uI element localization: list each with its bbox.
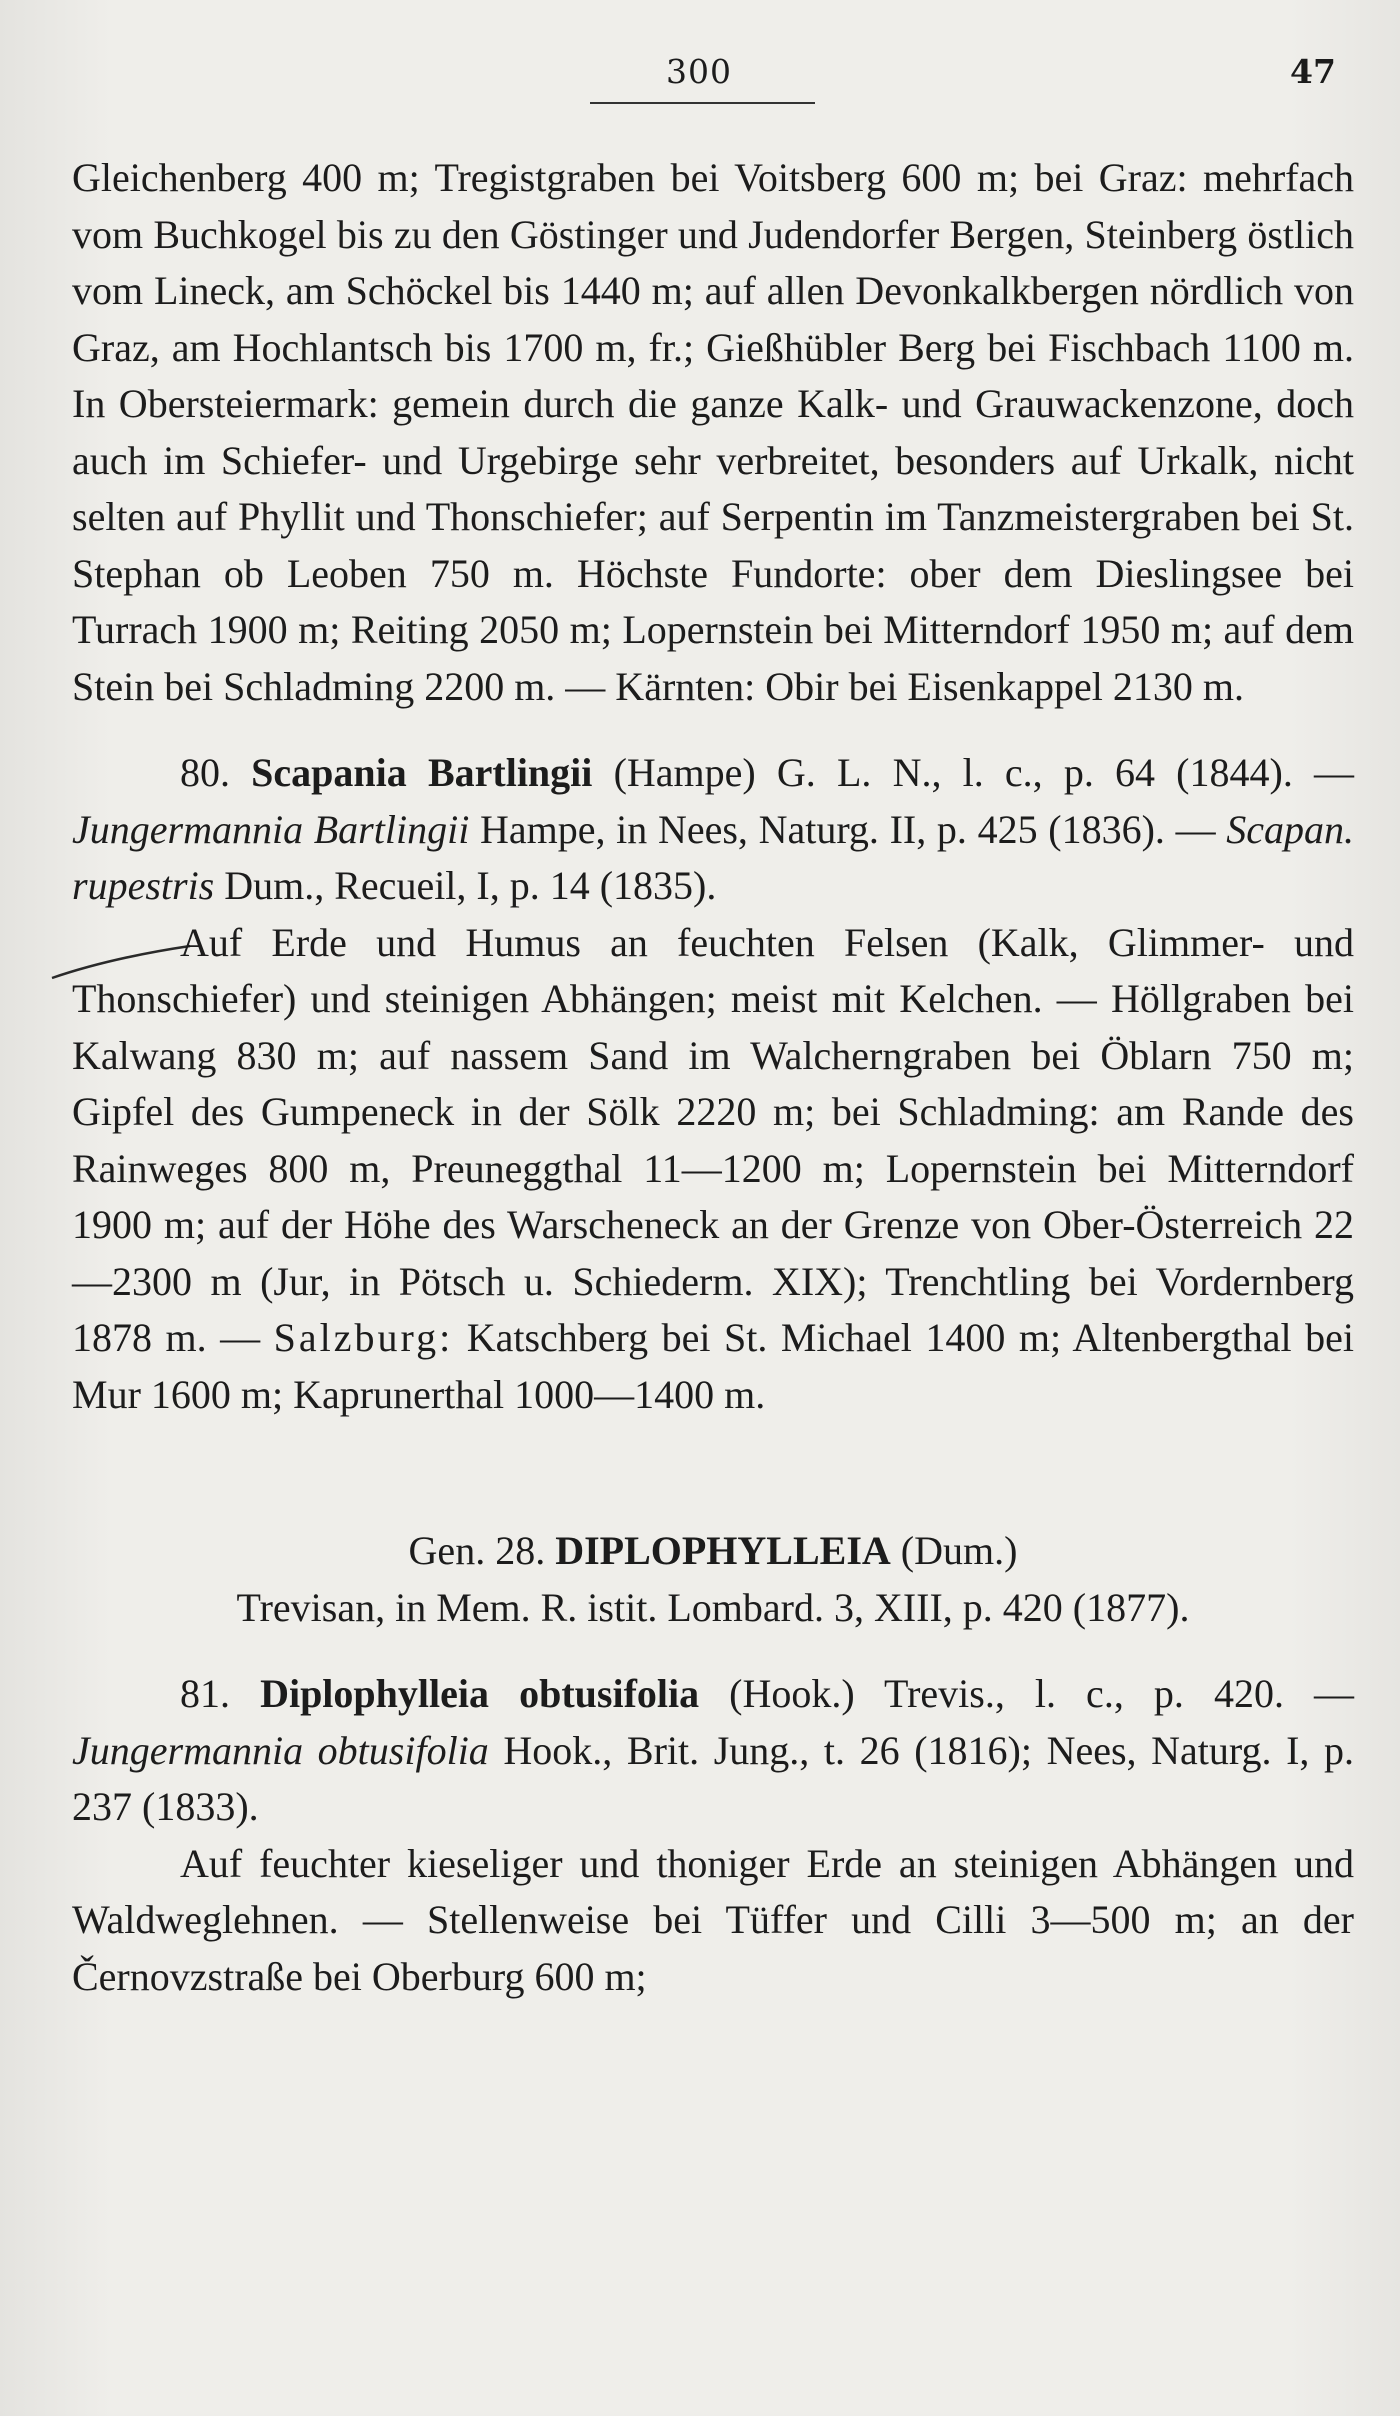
genus-heading — [72, 1523, 1354, 1580]
paragraph-continued: Gleichenberg 400 m; Tregistgraben bei Voitsberg 600 m; bei Graz: mehrfach vom Buchkogel bis zu den Göstinger und Judendorfer Bergen, Steinberg östlich vom Lineck, am Schöckel bis 1440 m; auf allen Devonkalkbergen nördlich von Graz, am Hochlantsch bis 1700 m, fr.; Gießhübler Berg bei Fischbach 1100 m. In Obersteiermark: gemein durch die ganze Kalk- und Grauwackenzone, doch auch im Schiefer- und Urgebirge sehr verbreitet, besonders auf Urkalk, nicht selten auf Phyllit und Thonschiefer; auf Serpentin im Tanzmeistergraben bei St. Stephan ob Leoben 750 m. Höchste Fundorte: ober dem Dieslingsee bei Turrach 1900 m; Reiting 2050 m; Lopernstein bei Mitterndorf 1950 m; auf dem Stein bei Schladming 2200 m. — Kärnten: Obir bei Eisenkappel 2130 m. — [72, 155, 1354, 709]
spacer — [72, 1423, 1354, 1523]
genus-author: (Dum.) — [900, 1528, 1018, 1573]
species-author-ref: (Hampe) G. L. N., l. c., p. 64 (1844). — [613, 750, 1293, 795]
page-body — [72, 150, 1354, 2005]
header-rule — [590, 102, 815, 104]
species-80-entry — [72, 745, 1354, 915]
synonym-name: Jungermannia obtusifolia — [72, 1727, 489, 1773]
synonym-ref: Dum., Recueil, I, p. 14 (1835). — [224, 863, 717, 908]
sequence-number: 47 — [1290, 52, 1336, 91]
page-number: 300 — [666, 52, 732, 91]
species-80-habitat — [72, 915, 1354, 1424]
species-number: 81. — [180, 1671, 230, 1716]
species-81-entry — [72, 1666, 1354, 1836]
genus-prefix: Gen. 28. — [408, 1528, 546, 1573]
spacer — [72, 715, 1354, 745]
species-author-ref: (Hook.) Trevis., l. c., p. 420. — [729, 1671, 1284, 1716]
species-number: 80. — [180, 750, 230, 795]
spacer — [72, 1636, 1354, 1666]
synonym-name: Jungermannia Bartlingii — [72, 806, 470, 852]
habitat-text: Auf Erde und Humus an feuchten Felsen (Kalk, Glimmer- und Thonschiefer) und steinigen Abhängen; meist mit Kelchen. — Höllgraben bei Kalwang 830 m; auf nassem Sand im Walcherngraben bei Öblarn 750 m; Gipfel des Gumpeneck in der Sölk 2220 m; bei Schladming: am Rande des Rainweges 800 m, Preuneggthal 11—1200 m; Lopernstein bei Mitterndorf 1900 m; auf der Höhe des Warscheneck an der Grenze von Ober-Österreich 22—2300 m (Jur, in Pötsch u. Schiederm. XIX); Trenchtling bei Vordernberg 1878 m. — — [72, 919, 1354, 1360]
genus-reference: Trevisan, in Mem. R. istit. Lombard. 3, XIII, p. 420 (1877). — [236, 1584, 1190, 1630]
genus-name: DIPLOPHYLLEIA — [555, 1528, 891, 1573]
species-name: Diplophylleia obtusifolia — [260, 1671, 700, 1716]
synonym-ref: Hampe, in Nees, Naturg. II, p. 425 (1836). — [479, 806, 1165, 852]
synonym-dash: — — [1314, 750, 1354, 795]
synonym-dash: — — [1314, 1671, 1354, 1716]
synonym-name: Scapan. rupestris — [72, 806, 1355, 908]
synonym-dash: — — [1175, 806, 1216, 852]
synonym-ref: Hook., Brit. Jung., t. 26 (1816); Nees, Naturg. I, p. 237 (1833). — [72, 1727, 1354, 1829]
region-label: Salzburg: — [273, 1315, 454, 1360]
habitat-text: Katschberg bei St. Michael 1400 m; Altenbergthal bei Mur 1600 m; Kaprunerthal 1000—1400 m. — [72, 1315, 1354, 1417]
species-81-habitat: Auf feuchter kieseliger und thoniger Erde an steinigen Abhängen und Waldweglehnen. — Stellenweise bei Tüffer und Cilli 3—500 m; an der Černovzstraße bei Oberburg 600 m; — [72, 1840, 1354, 1999]
species-name: Scapania Bartlingii — [251, 750, 593, 795]
